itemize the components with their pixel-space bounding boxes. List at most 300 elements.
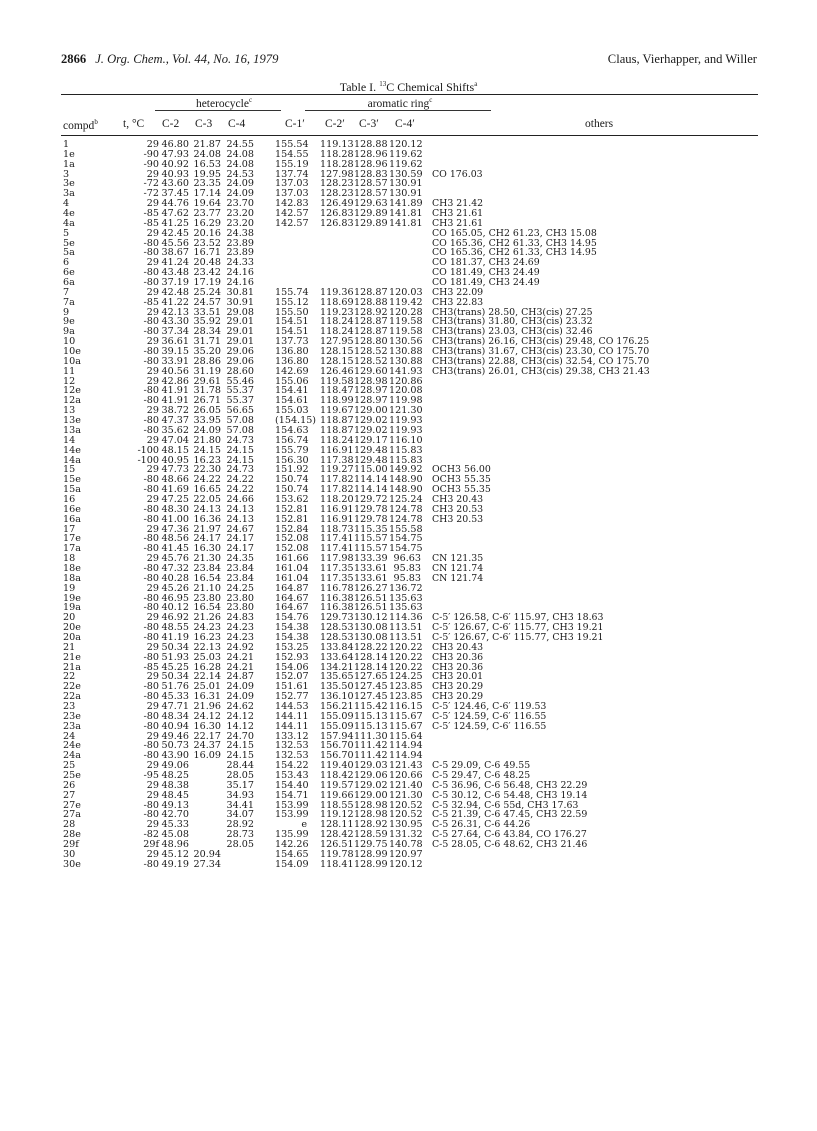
cell-c2: 48.38 xyxy=(161,779,189,791)
cell-c2: 47.36 xyxy=(161,523,189,535)
cell-c3: 16.23 xyxy=(193,454,221,466)
cell-others: C-5 27.64, C-6 43.84, CO 176.27 xyxy=(432,829,587,841)
cell-compd: 23 xyxy=(63,700,76,712)
cell-temperature: -90 xyxy=(143,148,159,160)
cell-c4p: 130.95 xyxy=(389,819,423,831)
cell-c2p: 117.35 xyxy=(320,572,354,584)
cell-c4p: 116.15 xyxy=(389,700,423,712)
cell-compd: 25 xyxy=(63,760,76,772)
cell-others: CH3 22.09 xyxy=(432,286,484,298)
cell-c3p: 128.59 xyxy=(354,829,388,841)
cell-c2: 43.90 xyxy=(161,750,189,762)
cell-compd: 23e xyxy=(63,710,81,722)
cell-temperature: 29 xyxy=(146,286,159,298)
cell-compd: 10a xyxy=(63,355,81,367)
cell-c3: 21.87 xyxy=(193,139,221,150)
cell-c3p: 126.51 xyxy=(354,602,388,614)
cell-temperature: -80 xyxy=(143,631,159,643)
cell-c3: 16.30 xyxy=(193,720,221,732)
cell-c3: 24.37 xyxy=(193,740,221,752)
cell-c4p: 135.63 xyxy=(389,592,423,604)
cell-compd: 15 xyxy=(63,464,76,476)
cell-c2: 36.61 xyxy=(161,336,189,348)
cell-c4: 24.15 xyxy=(226,750,254,762)
cell-temperature: -72 xyxy=(143,178,159,190)
authors: Claus, Vierhapper, and Willer xyxy=(607,52,757,66)
cell-c1p: 152.81 xyxy=(275,503,309,515)
cell-c2: 38.72 xyxy=(161,405,189,417)
cell-others: CN 121.35 xyxy=(432,553,484,565)
cell-temperature: -72 xyxy=(143,188,159,200)
cell-c4p: 114.36 xyxy=(389,612,423,624)
cell-c4: 30.91 xyxy=(226,296,254,308)
cell-c3: 25.03 xyxy=(193,651,221,663)
cell-c2p: 118.99 xyxy=(320,395,354,407)
cell-c2: 41.91 xyxy=(161,385,189,397)
cell-c3p: 128.87 xyxy=(354,286,388,298)
cell-c1p: 155.79 xyxy=(275,444,309,456)
cell-c3: 26.71 xyxy=(193,395,221,407)
cell-c2p: 118.69 xyxy=(320,296,354,308)
cell-temperature: 29 xyxy=(146,641,159,653)
cell-c1p: 154.06 xyxy=(275,661,309,673)
cell-compd: 15e xyxy=(63,474,81,486)
cell-temperature: -80 xyxy=(143,355,159,367)
cell-c3: 23.52 xyxy=(193,237,221,249)
cell-c2: 43.60 xyxy=(161,178,189,190)
cell-c4p: 120.22 xyxy=(389,641,423,653)
cell-c1p: 154.40 xyxy=(275,779,309,791)
cell-temperature: -90 xyxy=(143,158,159,170)
cell-c4: 24.17 xyxy=(226,543,254,555)
cell-c4: 23.20 xyxy=(226,208,254,220)
cell-c3p: 129.48 xyxy=(354,454,388,466)
cell-compd: 11 xyxy=(63,365,76,377)
cell-c1p: 154.51 xyxy=(275,316,309,328)
cell-c3p: 128.99 xyxy=(354,858,388,870)
cell-c3: 19.64 xyxy=(193,198,221,210)
col-compd xyxy=(63,118,98,132)
cell-c2p: 133.84 xyxy=(320,641,354,653)
cell-c3p: 133.39 xyxy=(354,553,388,565)
cell-others: CH3(trans) 26.16, CH3(cis) 29.48, CO 176.25 xyxy=(432,336,650,348)
col-c2: C-2 xyxy=(162,118,180,130)
cell-compd: 28 xyxy=(63,819,76,831)
cell-c4p: 120.86 xyxy=(389,375,423,387)
cell-c3: 22.14 xyxy=(193,671,221,683)
page-number: 2866 xyxy=(61,52,87,66)
cell-c1p: 144.53 xyxy=(275,700,309,712)
cell-temperature: -80 xyxy=(143,602,159,614)
cell-compd: 26 xyxy=(63,779,76,791)
cell-others: CO 165.05, CH2 61.23, CH3 15.08 xyxy=(432,227,597,239)
cell-c2p: 126.49 xyxy=(320,198,354,210)
cell-c1p: 154.41 xyxy=(275,385,309,397)
cell-c2p: 128.15 xyxy=(320,346,354,358)
cell-c2: 41.25 xyxy=(161,217,189,229)
cell-c3p: 128.83 xyxy=(354,168,388,180)
cell-temperature: -80 xyxy=(143,710,159,722)
cell-others: CH3 20.53 xyxy=(432,503,484,515)
cell-c3: 21.96 xyxy=(193,700,221,712)
cell-c4p: 141.81 xyxy=(389,208,423,220)
cell-c4: 28.60 xyxy=(226,365,254,377)
cell-c4p: 148.90 xyxy=(389,484,423,496)
cell-compd: 1a xyxy=(63,158,75,170)
cell-compd: 13e xyxy=(63,415,81,427)
cell-c1p: 156.30 xyxy=(275,454,309,466)
cell-c1p: 154.38 xyxy=(275,622,309,634)
cell-c2: 49.06 xyxy=(161,760,189,772)
cell-c4p: 155.58 xyxy=(389,523,423,535)
cell-c4: 24.87 xyxy=(226,671,254,683)
cell-c4: 24.66 xyxy=(226,493,254,505)
cell-c1p: 150.74 xyxy=(275,484,309,496)
group-aromatic-label: aromatic ring xyxy=(367,97,430,110)
cell-compd: 1e xyxy=(63,148,75,160)
cell-c4p: 119.93 xyxy=(389,424,423,436)
cell-temperature: -80 xyxy=(143,572,159,584)
cell-c3p: 129.17 xyxy=(354,434,388,446)
cell-c2: 46.92 xyxy=(161,612,189,624)
cell-c3p: 128.99 xyxy=(354,848,388,860)
cell-c4p: 149.92 xyxy=(389,464,423,476)
cell-c2: 51.76 xyxy=(161,681,189,693)
cell-others: CH3 20.36 xyxy=(432,661,484,673)
cell-c2p: 116.91 xyxy=(320,513,354,525)
cell-c3: 23.35 xyxy=(193,178,221,190)
cell-c3: 22.30 xyxy=(193,464,221,476)
cell-c4: 24.09 xyxy=(226,681,254,693)
cell-compd: 1 xyxy=(63,139,70,150)
cell-c3p: 129.03 xyxy=(354,760,388,772)
cell-compd: 18a xyxy=(63,572,81,584)
cell-c2p: 128.23 xyxy=(320,178,354,190)
cell-temperature: -80 xyxy=(143,277,159,289)
running-header-left xyxy=(61,52,278,67)
cell-c2: 40.93 xyxy=(161,168,189,180)
cell-c2p: 116.38 xyxy=(320,592,354,604)
cell-temperature: -85 xyxy=(143,296,159,308)
cell-c4p: 95.83 xyxy=(393,562,421,574)
cell-c4p: 154.75 xyxy=(389,533,423,545)
cell-compd: 4 xyxy=(63,198,70,210)
cell-c3: 16.30 xyxy=(193,543,221,555)
cell-compd: 4e xyxy=(63,208,75,220)
cell-temperature: -80 xyxy=(143,247,159,259)
cell-others: CH3 20.29 xyxy=(432,691,484,703)
cell-c3: 27.34 xyxy=(193,858,221,870)
col-c1p: C-1′ xyxy=(285,118,305,130)
cell-c2: 38.67 xyxy=(161,247,189,259)
cell-others: CH3(trans) 22.88, CH3(cis) 32.54, CO 175.70 xyxy=(432,355,650,367)
table-caption-isotope: 13 xyxy=(379,80,387,88)
cell-c4: 28.44 xyxy=(226,760,254,772)
cell-temperature: 29 xyxy=(146,198,159,210)
cell-temperature: 29 xyxy=(146,306,159,318)
cell-c4: 55.37 xyxy=(226,385,254,397)
cell-c2p: 117.98 xyxy=(320,553,354,565)
cell-c3p: 128.52 xyxy=(354,346,388,358)
cell-c3p: 129.89 xyxy=(354,217,388,229)
cell-c1p: 164.67 xyxy=(275,592,309,604)
cell-temperature: 29 xyxy=(146,365,159,377)
cell-c1p: 137.03 xyxy=(275,178,309,190)
cell-c4: 55.37 xyxy=(226,395,254,407)
cell-c2p: 118.28 xyxy=(320,158,354,170)
cell-c3: 16.29 xyxy=(193,217,221,229)
cell-c4: 57.08 xyxy=(226,424,254,436)
cell-c2: 37.45 xyxy=(161,188,189,200)
cell-others: CN 121.74 xyxy=(432,572,484,584)
cell-c4: 35.17 xyxy=(226,779,254,791)
cell-c2: 41.69 xyxy=(161,484,189,496)
cell-compd: 9e xyxy=(63,316,75,328)
cell-compd: 24a xyxy=(63,750,81,762)
cell-c4: 23.70 xyxy=(226,198,254,210)
cell-c4: 29.08 xyxy=(226,306,254,318)
cell-c4: 28.92 xyxy=(226,819,254,831)
cell-c2: 35.62 xyxy=(161,424,189,436)
table-caption-note: a xyxy=(474,80,478,88)
cell-c4: 29.01 xyxy=(226,326,254,338)
cell-c3: 16.53 xyxy=(193,158,221,170)
cell-c4: 24.12 xyxy=(226,710,254,722)
cell-temperature: -80 xyxy=(143,415,159,427)
cell-c3p: 128.92 xyxy=(354,306,388,318)
cell-c1p: 137.03 xyxy=(275,188,309,200)
col-others: others xyxy=(585,118,614,130)
cell-temperature: 29f xyxy=(143,839,159,851)
running-header xyxy=(0,52,817,70)
cell-compd: 3e xyxy=(63,178,75,190)
cell-c2: 48.66 xyxy=(161,474,189,486)
cell-c4p: 119.93 xyxy=(389,415,423,427)
cell-c2p: 119.57 xyxy=(320,779,354,791)
cell-c4: 24.67 xyxy=(226,523,254,535)
cell-c4: 24.83 xyxy=(226,612,254,624)
cell-compd: 10 xyxy=(63,336,76,348)
cell-compd: 24 xyxy=(63,730,76,742)
cell-c2p: 118.55 xyxy=(320,799,354,811)
cell-c2: 42.45 xyxy=(161,227,189,239)
table-caption-prefix: Table I. xyxy=(339,80,377,94)
cell-c4: 23.89 xyxy=(226,247,254,259)
cell-c2: 45.12 xyxy=(161,848,189,860)
cell-c2p: 119.58 xyxy=(320,375,354,387)
cell-c4p: 113.51 xyxy=(389,622,423,634)
cell-c4p: 130.59 xyxy=(389,168,423,180)
cell-c3: 24.17 xyxy=(193,533,221,545)
cell-temperature: 29 xyxy=(146,779,159,791)
cell-compd: 18e xyxy=(63,562,81,574)
cell-c4: 24.35 xyxy=(226,553,254,565)
cell-temperature: -80 xyxy=(143,562,159,574)
cell-others: C-5 32.94, C-6 55d, CH3 17.63 xyxy=(432,799,579,811)
cell-compd: 7 xyxy=(63,286,70,298)
cell-c2p: 135.50 xyxy=(320,681,354,693)
cell-temperature: -80 xyxy=(143,592,159,604)
cell-c1p: 152.07 xyxy=(275,671,309,683)
cell-c2p: 118.73 xyxy=(320,523,354,535)
cell-c3p: 128.88 xyxy=(354,139,388,150)
cell-c3: 20.48 xyxy=(193,257,221,269)
cell-c1p: 152.77 xyxy=(275,691,309,703)
cell-c3: 21.30 xyxy=(193,553,221,565)
cell-c3p: 129.78 xyxy=(354,513,388,525)
cell-c4: 28.05 xyxy=(226,839,254,851)
cell-c4: 24.16 xyxy=(226,267,254,279)
cell-c3p: 129.02 xyxy=(354,424,388,436)
cell-c3p: 128.22 xyxy=(354,641,388,653)
cell-c4p: 115.83 xyxy=(389,454,423,466)
cell-temperature: -82 xyxy=(143,829,159,841)
cell-c4p: 120.97 xyxy=(389,848,423,860)
cell-compd: 20a xyxy=(63,631,81,643)
cell-temperature: -80 xyxy=(143,691,159,703)
cell-others: CO 181.37, CH3 24.69 xyxy=(432,257,540,269)
cell-c4p: 120.12 xyxy=(389,139,423,150)
cell-c3p: 127.45 xyxy=(354,691,388,703)
cell-c3: 33.95 xyxy=(193,415,221,427)
cell-c2: 41.24 xyxy=(161,257,189,269)
cell-c3p: 111.42 xyxy=(354,750,388,762)
cell-compd: 22a xyxy=(63,691,81,703)
cell-c4p: 130.56 xyxy=(389,336,423,348)
cell-others: CH3 20.43 xyxy=(432,641,484,653)
cell-temperature: 29 xyxy=(146,227,159,239)
cell-c2: 45.25 xyxy=(161,661,189,673)
cell-c3p: 130.08 xyxy=(354,631,388,643)
cell-compd: 5 xyxy=(63,227,70,239)
cell-c3: 26.05 xyxy=(193,405,221,417)
col-c3: C-3 xyxy=(195,118,213,130)
cell-others: C-5′ 126.58, C-6′ 115.97, CH3 18.63 xyxy=(432,612,604,624)
cell-temperature: -80 xyxy=(143,484,159,496)
cell-c4: 24.33 xyxy=(226,257,254,269)
cell-c4p: 130.91 xyxy=(389,178,423,190)
cell-c3p: 129.00 xyxy=(354,405,388,417)
cell-c4p: 148.90 xyxy=(389,474,423,486)
cell-c3: 31.71 xyxy=(193,336,221,348)
cell-compd: 22e xyxy=(63,681,81,693)
cell-c4: 24.13 xyxy=(226,513,254,525)
cell-others: C-5 29.09, C-6 49.55 xyxy=(432,760,531,772)
cell-c3p: 128.96 xyxy=(354,148,388,160)
cell-c4: 23.80 xyxy=(226,592,254,604)
cell-c4: 24.73 xyxy=(226,434,254,446)
cell-c4: 24.15 xyxy=(226,454,254,466)
cell-c1p: 144.11 xyxy=(275,720,309,732)
cell-c2: 48.34 xyxy=(161,710,189,722)
cell-c1p: 154.61 xyxy=(275,395,309,407)
cell-c3p: 130.08 xyxy=(354,622,388,634)
cell-c2: 39.15 xyxy=(161,346,189,358)
cell-c3: 25.24 xyxy=(193,286,221,298)
cell-others: CH3(trans) 31.67, CH3(cis) 23.30, CO 175.70 xyxy=(432,346,650,358)
cell-compd: 16 xyxy=(63,493,76,505)
cell-c4p: 113.51 xyxy=(389,631,423,643)
cell-compd: 27e xyxy=(63,799,81,811)
cell-c2: 40.95 xyxy=(161,454,189,466)
cell-c3: 24.09 xyxy=(193,424,221,436)
cell-temperature: 29 xyxy=(146,582,159,594)
cell-c1p: 153.99 xyxy=(275,809,309,821)
cell-c4: 24.23 xyxy=(226,622,254,634)
cell-temperature: -85 xyxy=(143,661,159,673)
cell-c4p: 96.63 xyxy=(393,553,421,565)
cell-c4: 34.93 xyxy=(226,789,254,801)
cell-temperature: -80 xyxy=(143,799,159,811)
cell-c2: 40.92 xyxy=(161,158,189,170)
cell-c1p: 137.74 xyxy=(275,168,309,180)
cell-c4p: 141.89 xyxy=(389,198,423,210)
cell-c3p: 128.87 xyxy=(354,326,388,338)
cell-c3: 35.92 xyxy=(193,316,221,328)
cell-compd: 18 xyxy=(63,553,76,565)
cell-c1p: 152.08 xyxy=(275,543,309,555)
cell-c3p: 115.57 xyxy=(354,533,388,545)
cell-c1p: 155.50 xyxy=(275,306,309,318)
cell-c4: 34.41 xyxy=(226,799,254,811)
cell-c4: 24.62 xyxy=(226,700,254,712)
cell-c4: 24.21 xyxy=(226,651,254,663)
cell-c4p: 120.22 xyxy=(389,651,423,663)
cell-c2p: 119.13 xyxy=(320,139,354,150)
cell-c1p: 154.76 xyxy=(275,612,309,624)
cell-c3p: 111.30 xyxy=(354,730,388,742)
cell-c2: 47.62 xyxy=(161,208,189,220)
cell-c1p: 154.09 xyxy=(275,858,309,870)
cell-c1p: 155.03 xyxy=(275,405,309,417)
cell-c4p: 154.75 xyxy=(389,543,423,555)
cell-c3: 23.84 xyxy=(193,562,221,574)
cell-temperature: 29 xyxy=(146,553,159,565)
cell-c2: 44.76 xyxy=(161,198,189,210)
cell-compd: 3a xyxy=(63,188,75,200)
cell-temperature: 29 xyxy=(146,464,159,476)
cell-temperature: -80 xyxy=(143,385,159,397)
cell-temperature: -80 xyxy=(143,424,159,436)
cell-c4p: 116.10 xyxy=(389,434,423,446)
cell-temperature: -80 xyxy=(143,267,159,279)
cell-c3p: 115.13 xyxy=(354,720,388,732)
cell-c2p: 128.11 xyxy=(320,819,354,831)
cell-c2p: 119.66 xyxy=(320,789,354,801)
cell-c3p: 129.89 xyxy=(354,208,388,220)
cell-temperature: 29 xyxy=(146,168,159,180)
cell-temperature: 29 xyxy=(146,671,159,683)
cell-compd: 29f xyxy=(63,839,79,851)
cell-c3p: 127.45 xyxy=(354,681,388,693)
cell-temperature: 29 xyxy=(146,434,159,446)
group-heterocycle xyxy=(169,96,279,110)
cell-others: CH3 20.53 xyxy=(432,513,484,525)
cell-c3p: 111.42 xyxy=(354,740,388,752)
cell-c2: 37.34 xyxy=(161,326,189,338)
cell-temperature: -80 xyxy=(143,543,159,555)
cell-c2p: 128.23 xyxy=(320,188,354,200)
cell-c1p: 155.54 xyxy=(275,139,309,150)
table-row xyxy=(61,860,758,870)
cell-c3p: 128.87 xyxy=(354,316,388,328)
cell-c2p: 156.70 xyxy=(320,750,354,762)
cell-c4: 23.84 xyxy=(226,562,254,574)
cell-others: CH3 20.43 xyxy=(432,493,484,505)
cell-c3p: 129.75 xyxy=(354,839,388,851)
cell-compd: 12e xyxy=(63,385,81,397)
cell-c4: 29.06 xyxy=(226,355,254,367)
